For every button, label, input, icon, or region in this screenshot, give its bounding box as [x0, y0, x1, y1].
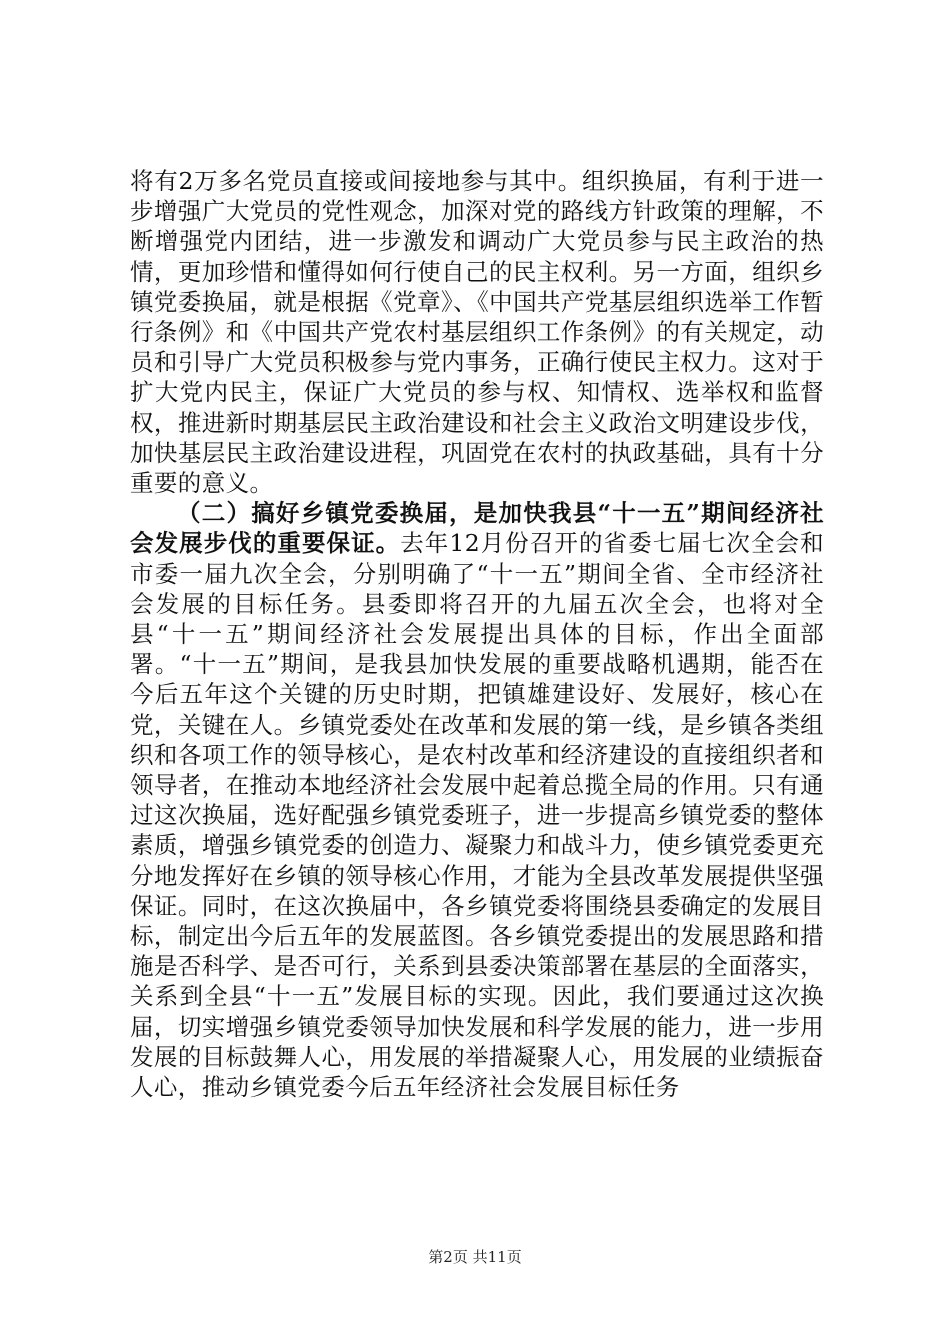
section-body-text: 去年12月份召开的省委七届七次全会和市委一届九次全会，分别明确了“十一五”期间全省、全市经济社会发展的目标任务。县委即将召开的九届五次全会，也将对全县“十一五”期间经济社会发展提出具体的目标，作出全面部署。“十一五”期间，是我县加快发展的重要战略机遇期，能否在今后五年这个关键的历史时期，把镇雄建设好、发展好，核心在党，关键在人。乡镇党委处在改革和发展的第一线，是乡镇各类组织和各项工作的领导核心，是农村改革和经济建设的直接组织者和领导者，在推动本地经济社会发展中起着总揽全局的作用。只有通过这次换届，选好配强乡镇党委班子，进一步提高乡镇党委的整体素质，增强乡镇党委的创造力、凝聚力和战斗力，使乡镇党委更充分地发挥好在乡镇的领导核心作用，才能为全县改革发展提供坚强保证。同时，在这次换届中，各乡镇党委将围绕县委确定的发展目标，制定出今后五年的发展蓝图。各乡镇党委提出的发展思路和措施是否科学、是否可行，关系到县委决策部署在基层的全面落实，关系到全县“十一五”发展目标的实现。因此，我们要通过这次换届，切实增强乡镇党委领导加快发展和科学发展的能力，进一步用发展的目标鼓舞人心，用发展的举措凝聚人心，用发展的业绩振奋人心，推动乡镇党委今后五年经济社会发展目标任务: [130, 529, 824, 1102]
page-footer: [0, 1246, 950, 1267]
paragraph-continued: 将有2万多名党员直接或间接地参与其中。组织换届，有利于进一步增强广大党员的党性观念，加深对党的路线方针政策的理解，不断增强党内团结，进一步激发和调动广大党员参与民主政治的热情，更加珍惜和懂得如何行使自己的民主权利。另一方面，组织乡镇党委换届，就是根据《党章》、《中国共产党基层组织选举工作暂行条例》和《中国共产党农村基层组织工作条例》的有关规定，动员和引导广大党员积极参与党内事务，正确行使民主权力。这对于扩大党内民主，保证广大党员的参与权、知情权、选举权和监督权，推进新时期基层民主政治建设和社会主义政治文明建设步伐，加快基层民主政治建设进程，巩固党在农村的执政基础，具有十分重要的意义。: [130, 167, 824, 498]
section-heading-lead: （二）搞好乡镇党委换届，是加快我县“十一五”期间经济社会发展步伐的重要保证。: [130, 499, 824, 558]
page-number-info: 第2页 共11页: [428, 1248, 522, 1266]
document-body: [130, 166, 824, 1102]
paragraph-section-two: [130, 498, 824, 1102]
